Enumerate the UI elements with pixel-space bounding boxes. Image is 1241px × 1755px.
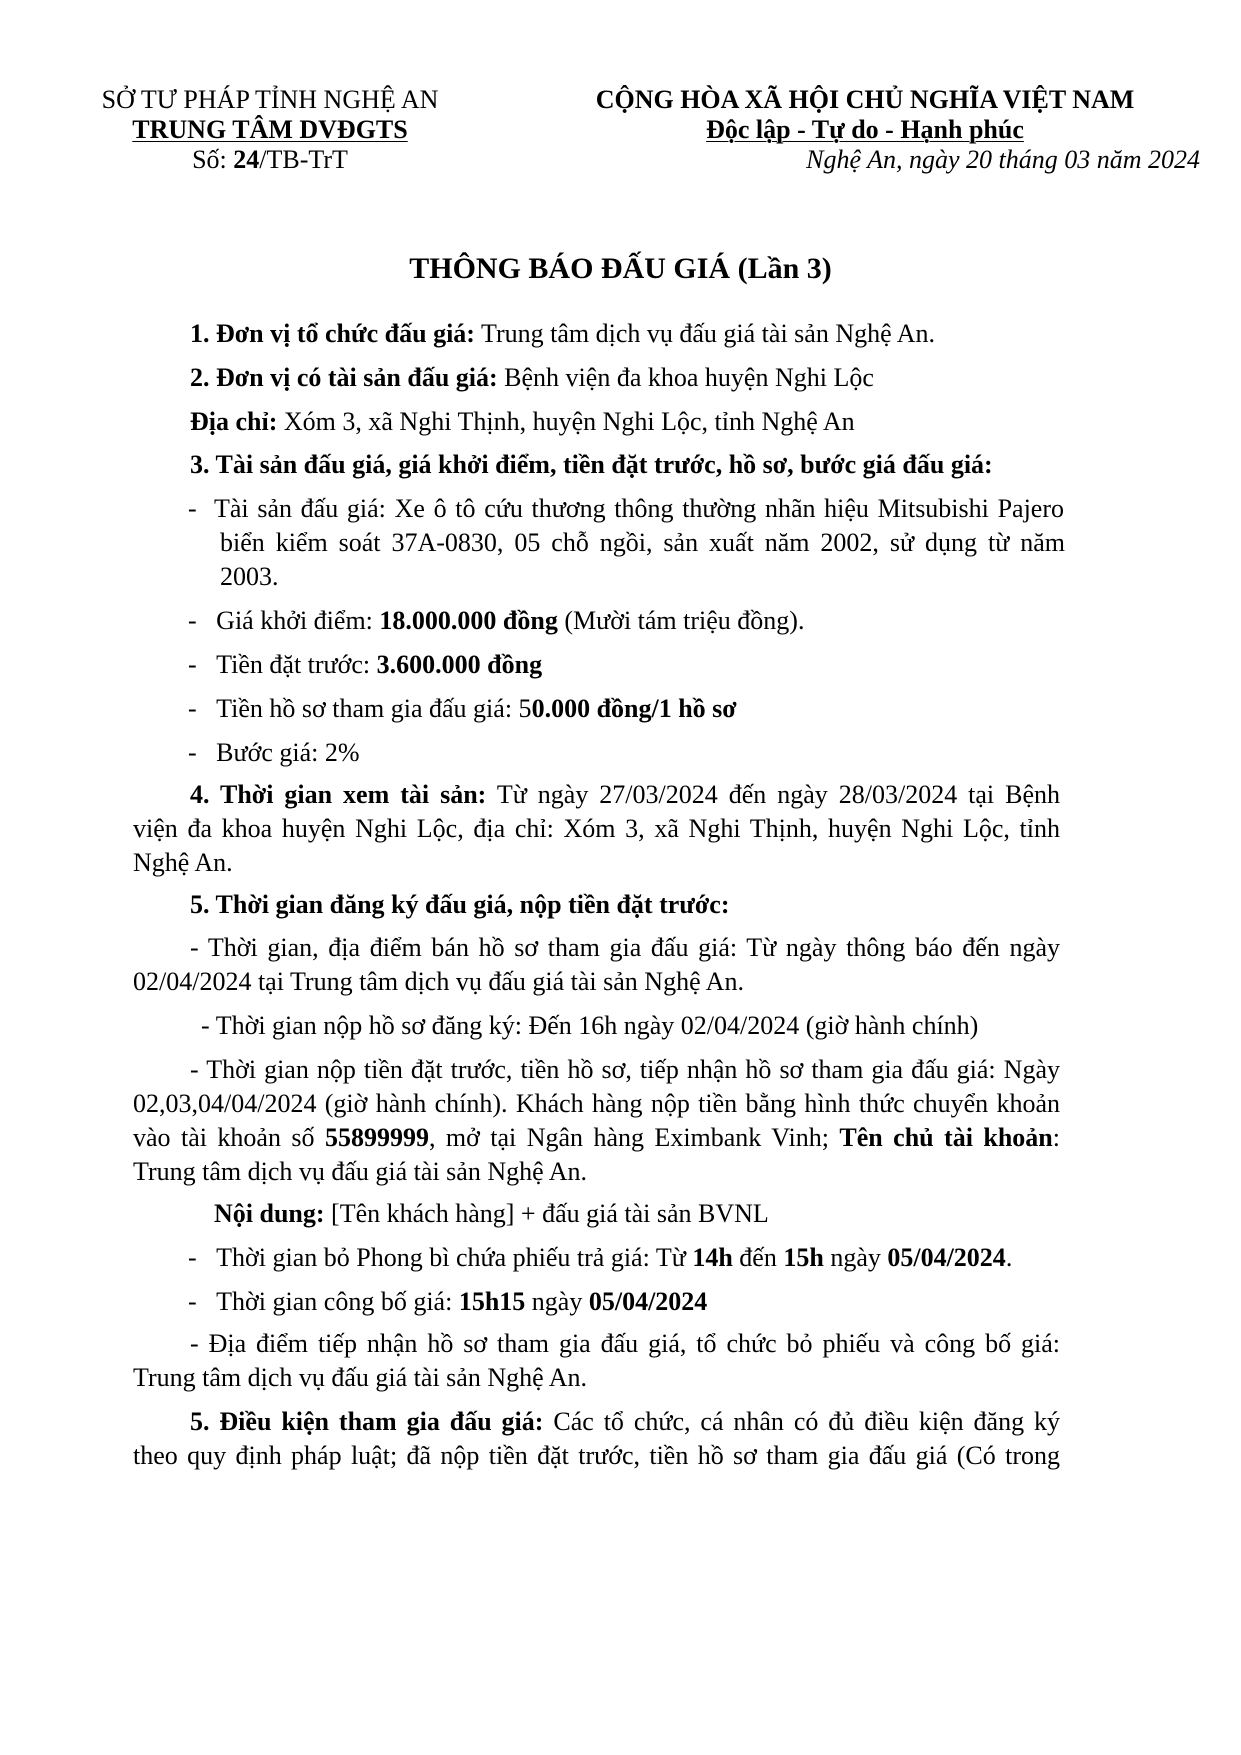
section-5-heading: 5. Thời gian đăng ký đấu giá, nộp tiền đặt trước: xyxy=(190,890,730,919)
place-date: Nghệ An, ngày 20 tháng 03 năm 2024 xyxy=(806,145,1200,174)
deposit: - Tiền đặt trước: 3.600.000 đồng xyxy=(188,650,543,679)
sale-line-2: 02/04/2024 tại Trung tâm dịch vụ đấu giá tài sản Nghệ An. xyxy=(133,967,744,996)
sale-line-1: - Thời gian, địa điểm bán hồ sơ tham gia đấu giá: Từ ngày thông báo đến ngày xyxy=(190,933,1060,962)
venue-line-1: - Địa điểm tiếp nhận hồ sơ tham gia đấu giá, tổ chức bỏ phiếu và công bố giá: xyxy=(190,1329,1060,1358)
section-4-line-2: viện đa khoa huyện Nghi Lộc, địa chỉ: Xóm 3, xã Nghi Thịnh, huyện Nghi Lộc, tỉnh xyxy=(133,814,1060,843)
payment-line-1: - Thời gian nộp tiền đặt trước, tiền hồ sơ, tiếp nhận hồ sơ tham gia đấu giá: Ngày xyxy=(190,1055,1060,1084)
transfer-content: Nội dung: [Tên khách hàng] + đấu giá tài sản BVNL xyxy=(214,1199,769,1228)
document-number: Số: 24/TB-TrT xyxy=(192,145,348,174)
asset-line-1: Tài sản đấu giá: Xe ô tô cứu thương thông thường nhãn hiệu Mitsubishi Pajero xyxy=(214,494,1064,523)
conditions-line-1: 5. Điều kiện tham gia đấu giá: Các tổ chức, cá nhân có đủ điều kiện đăng ký xyxy=(190,1407,1060,1436)
payment-line-3: vào tài khoản số 55899999, mở tại Ngân hàng Eximbank Vinh; Tên chủ tài khoản: xyxy=(133,1123,1060,1152)
starting-price: - Giá khởi điểm: 18.000.000 đồng (Mười tám triệu đồng). xyxy=(188,606,805,635)
section-4-line-1: 4. Thời gian xem tài sản: Từ ngày 27/03/2024 đến ngày 28/03/2024 tại Bệnh xyxy=(190,780,1061,809)
bid-step: - Bước giá: 2% xyxy=(188,738,360,767)
address: Địa chỉ: Xóm 3, xã Nghi Thịnh, huyện Nghi Lộc, tỉnh Nghệ An xyxy=(190,407,855,436)
asset-line-3: 2003. xyxy=(220,562,279,591)
section-2: 2. Đơn vị có tài sản đấu giá: Bệnh viện đa khoa huyện Nghi Lộc xyxy=(190,363,874,392)
asset-item: - xyxy=(188,494,197,523)
payment-line-2: 02,03,04/04/2024 (giờ hành chính). Khách hàng nộp tiền bằng hình thức chuyển khoản xyxy=(133,1089,1060,1118)
submit-deadline: - Thời gian nộp hồ sơ đăng ký: Đến 16h ngày 02/04/2024 (giờ hành chính) xyxy=(201,1011,979,1040)
venue-line-2: Trung tâm dịch vụ đấu giá tài sản Nghệ An. xyxy=(133,1363,587,1392)
section-4-line-3: Nghệ An. xyxy=(133,848,233,877)
dossier-fee: - Tiền hồ sơ tham gia đấu giá: 50.000 đồng/1 hồ sơ xyxy=(188,694,737,723)
issuer-block xyxy=(60,85,480,175)
asset-line-2: biển kiểm soát 37A-0830, 05 chỗ ngồi, sản xuất năm 2002, sử dụng từ năm xyxy=(220,528,1065,557)
national-heading xyxy=(530,85,1200,175)
payment-line-4: Trung tâm dịch vụ đấu giá tài sản Nghệ An. xyxy=(133,1157,587,1186)
motto: Độc lập - Tự do - Hạnh phúc xyxy=(706,115,1024,144)
issuer-center: TRUNG TÂM DVĐGTS xyxy=(132,115,408,144)
issuer-department: SỞ TƯ PHÁP TỈNH NGHỆ AN xyxy=(101,85,439,114)
country-name: CỘNG HÒA XÃ HỘI CHỦ NGHĨA VIỆT NAM xyxy=(595,85,1135,114)
section-3-heading: 3. Tài sản đấu giá, giá khởi điểm, tiền đặt trước, hồ sơ, bước giá đấu giá: xyxy=(190,450,993,479)
ballot-time: - Thời gian bỏ Phong bì chứa phiếu trả giá: Từ 14h đến 15h ngày 05/04/2024. xyxy=(188,1243,1013,1272)
announce-time: - Thời gian công bố giá: 15h15 ngày 05/04/2024 xyxy=(188,1287,708,1316)
page-title: THÔNG BÁO ĐẤU GIÁ (Lần 3) xyxy=(409,252,832,285)
section-1: 1. Đơn vị tổ chức đấu giá: Trung tâm dịch vụ đấu giá tài sản Nghệ An. xyxy=(190,319,935,348)
conditions-line-2: theo quy định pháp luật; đã nộp tiền đặt trước, tiền hồ sơ tham gia đấu giá (Có trong xyxy=(133,1441,1060,1470)
